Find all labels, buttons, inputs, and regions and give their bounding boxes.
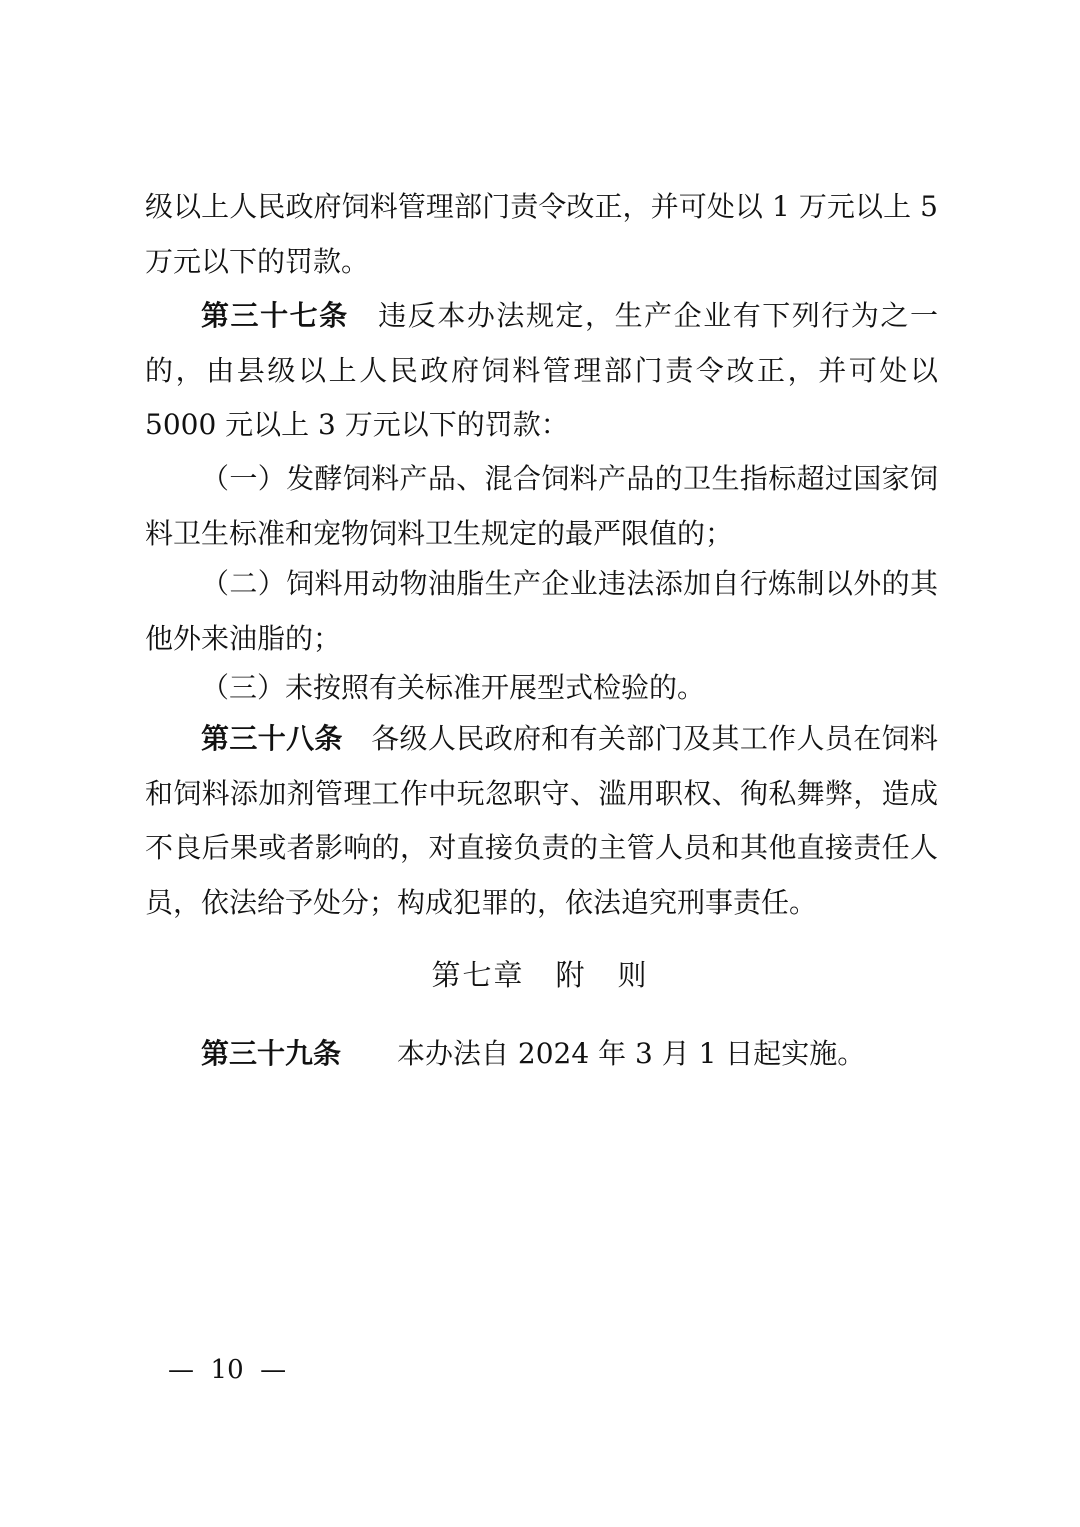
paragraph-continued <box>145 180 938 289</box>
text-line: 本办法自 2024 年 3 月 1 日起实施。 <box>397 1037 866 1070</box>
article-37 <box>145 289 938 453</box>
article-38 <box>145 712 938 930</box>
text-line: 员，依法给予处分；构成犯罪的，依法追究刑事责任。 <box>145 885 818 919</box>
article-39 <box>145 1027 938 1082</box>
text-line: 料卫生标准和宠物饲料卫生规定的最严限值的； <box>145 516 734 550</box>
chapter-title: 第七章 附 则 <box>431 958 649 992</box>
article-39-heading: 第三十九条 <box>201 1037 342 1070</box>
text-line: 他外来油脂的； <box>145 621 342 655</box>
text-line: 不良后果或者影响的，对直接负责的主管人员和其他直接责任人 <box>145 831 938 864</box>
text-line: 级以上人民政府饲料管理部门责令改正，并可处以 1 万元以上 5 <box>145 190 938 223</box>
page-number: — 10 — <box>168 1355 287 1385</box>
text-line: （一）发酵饲料产品、混合饲料产品的卫生指标超过国家饲 <box>201 462 938 495</box>
text-line: 万元以下的罚款。 <box>145 244 370 278</box>
text-line: 各级人民政府和有关部门及其工作人员在饲料 <box>370 722 938 755</box>
article-38-first-line <box>145 712 938 767</box>
text-line: （三）未按照有关标准开展型式检验的。 <box>201 671 706 704</box>
text-line: 5000 元以上 3 万元以下的罚款： <box>145 408 569 441</box>
text-line: 和饲料添加剂管理工作中玩忽职守、滥用职权、徇私舞弊，造成 <box>145 776 938 810</box>
article-37-heading: 第三十七条 <box>201 299 349 332</box>
article-37-item-3 <box>145 661 938 716</box>
text-line: 违反本办法规定，生产企业有下列行为之一 <box>376 299 938 332</box>
article-37-first-line <box>145 289 938 344</box>
article-38-heading: 第三十八条 <box>201 722 343 755</box>
article-39-line <box>145 1027 938 1082</box>
text-line: 的，由县级以上人民政府饲料管理部门责令改正，并可处以 <box>145 353 938 387</box>
article-37-item-2 <box>145 557 938 666</box>
article-37-item-1 <box>145 452 938 561</box>
text-line: （二）饲料用动物油脂生产企业违法添加自行炼制以外的其 <box>201 567 938 600</box>
